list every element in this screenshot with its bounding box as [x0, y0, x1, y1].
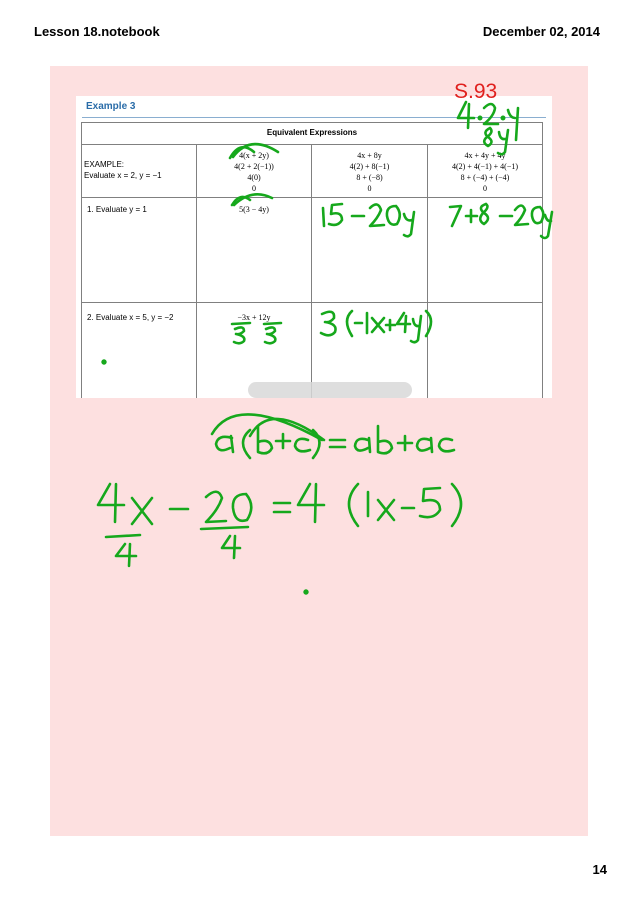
expr-line: 4x + 8y	[357, 151, 382, 160]
expr-line: 4x + 4y + 4y	[464, 151, 506, 160]
row2-col1: −3x + 12y	[237, 313, 271, 322]
expr-line: 4(2 + 2(−1))	[234, 162, 274, 171]
handwriting-divide-by-3	[232, 323, 281, 343]
row1-label: 1. Evaluate y = 1	[87, 205, 147, 214]
expr-line: 4(2) + 4(−1) + 4(−1)	[451, 162, 519, 171]
document-date: December 02, 2014	[482, 24, 600, 39]
example-label-line2: Evaluate x = 2, y = −1	[84, 171, 162, 180]
handwriting-7-plus-8-minus-20y	[450, 204, 552, 238]
expr-line: 0	[367, 184, 372, 193]
example-label-line1: EXAMPLE:	[84, 160, 125, 169]
handwriting-factor-equation	[98, 484, 461, 566]
stray-dot	[305, 591, 308, 594]
handwriting-15-minus-20y	[323, 204, 414, 236]
page-number: 14	[592, 862, 607, 877]
expr-line: 4(2) + 8(−1)	[349, 162, 390, 171]
example-label: Example 3	[86, 101, 136, 112]
handwriting-3-paren-expr	[321, 311, 431, 342]
distribute-arrow	[233, 144, 278, 157]
handwriting-8y	[484, 128, 508, 154]
document-title: Lesson 18.notebook	[34, 24, 160, 39]
handwriting-4-2-y	[458, 102, 518, 140]
table-title: Equivalent Expressions	[266, 128, 358, 137]
handwriting-distributive-property	[212, 414, 454, 458]
expr-line: 4(0)	[247, 173, 261, 182]
row2-label: 2. Evaluate x = 5, y = −2	[87, 313, 174, 322]
row1-col1: 5(3 − 4y)	[239, 205, 269, 214]
distribute-arrow	[234, 194, 272, 205]
expr-line: 0	[483, 184, 487, 193]
stray-dot	[103, 361, 106, 364]
expr-line: 4(x + 2y)	[239, 151, 269, 160]
expr-line: 0	[252, 184, 256, 193]
expr-line: 8 + (−4) + (−4)	[460, 173, 510, 182]
red-note: S.93	[454, 80, 498, 103]
expr-line: 8 + (−8)	[356, 173, 383, 182]
